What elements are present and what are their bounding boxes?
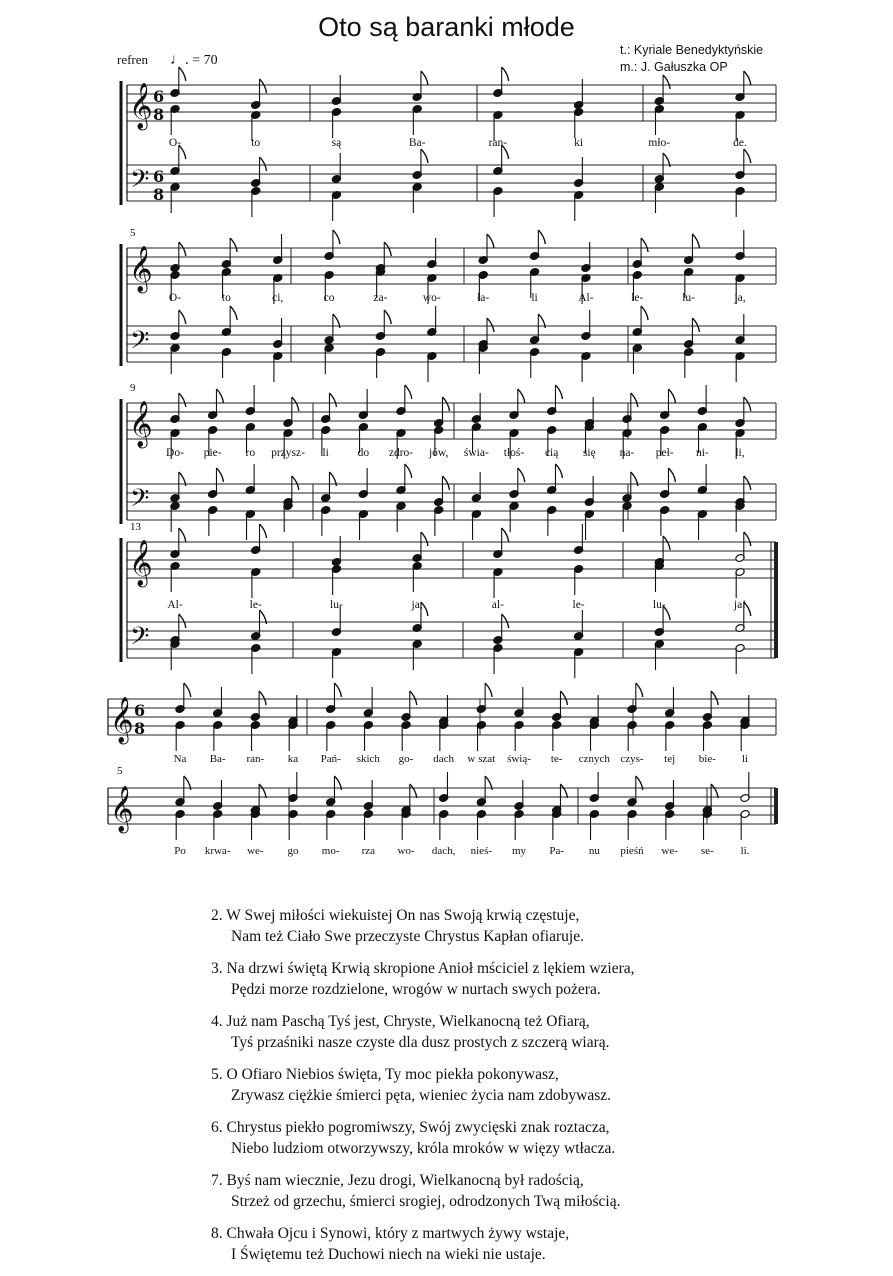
time-signature-bottom: 8 — [134, 719, 146, 738]
lyric-syllable: Al- — [167, 599, 183, 611]
lyric-syllable: na- — [619, 447, 635, 459]
note-flag — [259, 784, 266, 798]
lyric-syllable: wo- — [397, 845, 415, 857]
note-flag — [560, 784, 567, 798]
stanza-line: 8. Chwała Ojcu i Synowi, który z martwych żywy wstaje, — [211, 1225, 570, 1242]
lyric-syllable: do — [357, 447, 370, 459]
bass-clef: 𝄢 — [130, 165, 150, 200]
lyric-syllable: to — [221, 292, 231, 304]
quarter-note-icon: ♩. — [170, 52, 189, 68]
song-title: Oto są baranki młode — [318, 12, 575, 42]
note-flag — [179, 393, 186, 407]
bass-clef: 𝄢 — [130, 622, 150, 657]
lyric-syllable: jów, — [428, 447, 449, 459]
note-flag — [179, 614, 186, 628]
note-flag — [711, 784, 718, 798]
lyric-syllable: peł- — [655, 447, 674, 459]
note-flag — [641, 306, 648, 320]
note-flag — [179, 310, 186, 324]
lyric-syllable: nieś- — [470, 845, 493, 857]
stanza — [211, 905, 771, 947]
note-flag — [487, 234, 494, 248]
note-flag — [744, 476, 751, 490]
note-flag — [260, 157, 267, 171]
time-signature-bottom: 8 — [153, 185, 165, 204]
note-flag — [410, 691, 417, 705]
stanza-line: Niebo ludziom otworzywszy, króla mroków w więzy wtłacza. — [231, 1140, 616, 1157]
note-flag — [333, 230, 340, 244]
lyric-syllable: li — [741, 753, 749, 765]
note-flag — [216, 468, 223, 482]
lyric-syllable: dach — [433, 753, 455, 765]
note-flag — [636, 683, 643, 697]
stanza-list — [211, 905, 771, 1276]
note-flag — [259, 691, 266, 705]
lyric-syllable: świa- — [463, 447, 489, 459]
note-flag — [405, 385, 412, 399]
lyric-syllable: rza — [361, 845, 376, 857]
lyric-syllable: pie- — [203, 447, 222, 459]
lyric-syllable: ja, — [411, 599, 423, 611]
lyric-syllable: ki — [574, 137, 584, 149]
note-flag — [744, 149, 751, 163]
lyric-syllable: zdro- — [388, 447, 414, 459]
stanza-line: 7. Byś nam wiecznie, Jezu drogi, Wielkanocną był radością, — [211, 1172, 584, 1189]
lyric-syllable: w szat — [467, 753, 496, 765]
lyric-syllable: li — [322, 447, 329, 459]
lyric-syllable: go- — [398, 753, 414, 765]
lyric-syllable: krwa- — [204, 845, 231, 857]
lyric-syllable: skich — [356, 753, 380, 765]
lyric-syllable: Pa- — [549, 845, 565, 857]
lyric-syllable: cznych — [578, 753, 610, 765]
lyric-syllable: za- — [373, 292, 388, 304]
lyric-syllable: nu — [588, 845, 600, 857]
note-flag — [487, 318, 494, 332]
stanza-line: Zrywasz ciężkie śmierci pęta, wieniec życia nam zdobywasz. — [231, 1087, 611, 1104]
note-flag — [442, 397, 449, 411]
stanza — [211, 958, 771, 1000]
lyric-syllable: czys- — [620, 753, 644, 765]
note-flag — [292, 397, 299, 411]
lyric-syllable: we- — [661, 845, 678, 857]
music-credit: m.: J. Gałuszka OP — [620, 60, 728, 74]
note-flag — [260, 524, 267, 538]
note-flag — [641, 238, 648, 252]
lyric-syllable: go — [287, 845, 299, 857]
lyric-syllable: li — [531, 292, 538, 304]
stanza-line: 4. Już nam Paschą Tyś jest, Chryste, Wielkanocną też Ofiarą, — [211, 1013, 590, 1030]
lyric-syllable: pieśń — [620, 845, 644, 857]
note-flag — [502, 614, 509, 628]
note-flag — [405, 464, 412, 478]
note-flag — [334, 683, 341, 697]
note-flag — [410, 784, 417, 798]
stanza-line: Nam też Ciało Swe przeczyste Chrystus Kapłan ofiaruje. — [231, 928, 584, 945]
stanza — [211, 1064, 771, 1106]
note-flag — [184, 683, 191, 697]
lyric-syllable: ran- — [488, 137, 508, 149]
lyric-syllable: ka — [287, 753, 299, 765]
lyric-syllable: dach, — [431, 845, 456, 857]
measure-number: 5 — [117, 765, 123, 777]
lyric-syllable: bie- — [698, 753, 716, 765]
lyric-syllable: al- — [491, 599, 504, 611]
time-signature-bottom: 8 — [153, 105, 165, 124]
note-flag — [384, 242, 391, 256]
note-flag — [663, 75, 670, 89]
lyric-syllable: Ba- — [408, 137, 426, 149]
note-flag — [711, 691, 718, 705]
note-flag — [485, 683, 492, 697]
note-flag — [502, 67, 509, 81]
text-credit: t.: Kyriale Benedyktyńskie — [620, 43, 764, 57]
lyric-syllable: le- — [249, 599, 262, 611]
note-flag — [421, 532, 428, 546]
note-flag — [260, 79, 267, 93]
time-signature-top: 6 — [153, 167, 165, 186]
lyric-syllable: Do- — [166, 447, 184, 459]
note-flag — [668, 389, 675, 403]
note-flag — [179, 528, 186, 542]
bass-clef: 𝄢 — [130, 484, 150, 519]
bass-clef: 𝄢 — [130, 326, 150, 361]
lyric-syllable: ni- — [695, 447, 709, 459]
lyric-syllable: przysz- — [271, 447, 305, 459]
stanza-line: Strzeż od grzechu, śmierci srogiej, odrodzonych Twą miłością. — [231, 1193, 621, 1210]
tempo-value: = 70 — [192, 53, 218, 68]
note-flag — [384, 310, 391, 324]
lyric-syllable: tej — [664, 753, 676, 765]
stanza-line: 6. Chrystus piekło pogromiwszy, Swój zwycięski znak roztacza, — [211, 1119, 610, 1136]
lyric-syllable: co — [323, 292, 335, 304]
stanza — [211, 1170, 771, 1212]
lyric-syllable: li. — [740, 845, 750, 857]
lyric-syllable: li, — [735, 447, 745, 459]
note-flag — [502, 528, 509, 542]
note-flag — [663, 536, 670, 550]
measure-number: 13 — [130, 521, 141, 533]
lyric-syllable: my — [511, 845, 527, 857]
note-flag — [216, 389, 223, 403]
treble-clef: 𝄞 — [110, 786, 134, 832]
lyric-syllable: we- — [247, 845, 264, 857]
lyric-syllable: to — [251, 137, 261, 149]
note-flag — [538, 230, 545, 244]
note-flag — [421, 149, 428, 163]
treble-clef: 𝄞 — [129, 540, 153, 586]
refren-label: refren — [117, 52, 149, 67]
lyric-syllable: mo- — [321, 845, 340, 857]
lyric-syllable: się — [582, 447, 596, 459]
lyric-syllable: ja! — [733, 599, 747, 611]
treble-clef: 𝄞 — [110, 697, 134, 743]
note-flag — [555, 385, 562, 399]
note-flag — [744, 532, 751, 546]
lyric-syllable: Pań- — [320, 753, 341, 765]
lyric-syllable: O- — [168, 292, 182, 304]
note-flag — [555, 464, 562, 478]
stanza-line: Pędzi morze rozdzielone, wrogów w nurtach swych pożera. — [231, 981, 601, 998]
note-flag — [179, 242, 186, 256]
lyric-syllable: ran- — [246, 753, 265, 765]
measure-number: 5 — [130, 227, 136, 239]
lyric-syllable: lu- — [652, 599, 666, 611]
lyric-syllable: lu- — [682, 292, 696, 304]
note-flag — [663, 606, 670, 620]
note-flag — [230, 238, 237, 252]
note-flag — [421, 71, 428, 85]
lyric-syllable: Al- — [578, 292, 594, 304]
note-flag — [692, 318, 699, 332]
lyric-syllable: Ba- — [209, 753, 226, 765]
note-flag — [631, 393, 638, 407]
measure-number: 9 — [130, 382, 136, 394]
lyric-syllable: ci, — [272, 292, 284, 304]
lyric-syllable: le- — [631, 292, 644, 304]
lyric-syllable: te- — [550, 753, 563, 765]
note-flag — [329, 393, 336, 407]
time-signature-top: 6 — [134, 701, 146, 720]
lyric-syllable: se- — [700, 845, 714, 857]
time-signature-top: 6 — [153, 87, 165, 106]
stanza-line: 2. W Swej miłości wiekuistej On nas Swoją krwią częstuje, — [211, 907, 580, 924]
note-flag — [518, 389, 525, 403]
treble-clef: 𝄞 — [129, 246, 153, 292]
note-flag — [744, 71, 751, 85]
lyric-syllable: ja, — [734, 292, 746, 304]
lyric-syllable: są — [331, 137, 342, 149]
stanza — [211, 1011, 771, 1053]
stanza-line: 5. O Ofiaro Niebios święta, Ty moc piekła pokonywasz, — [211, 1066, 559, 1083]
note-flag — [744, 397, 751, 411]
stanza — [211, 1223, 771, 1265]
note-flag — [668, 468, 675, 482]
lyric-syllable: wo- — [422, 292, 441, 304]
treble-clef: 𝄞 — [129, 401, 153, 447]
lyric-syllable: Na — [173, 753, 187, 765]
note-flag — [442, 476, 449, 490]
stanza-line: 3. Na drzwi świętą Krwią skropione Anioł mściciel z lękiem wziera, — [211, 960, 635, 977]
stanza-line: I Świętemu też Duchowi niech na wieki nie ustaje. — [231, 1246, 546, 1263]
note-flag — [292, 476, 299, 490]
note-flag — [179, 145, 186, 159]
stanza-line: Tyś przaśniki nasze czyste dla dusz prostych z szczerą wiarą. — [231, 1034, 610, 1051]
note-flag — [692, 234, 699, 248]
lyric-syllable: de. — [733, 137, 747, 149]
lyric-syllable: świą- — [507, 753, 531, 765]
lyric-syllable: le- — [572, 599, 585, 611]
lyric-syllable: O- — [168, 137, 182, 149]
note-flag — [518, 468, 525, 482]
lyric-syllable: lu- — [330, 599, 343, 611]
lyric-syllable: cią — [544, 447, 559, 459]
note-flag — [179, 67, 186, 81]
treble-clef: 𝄞 — [129, 83, 153, 129]
lyric-syllable: Po — [174, 845, 186, 857]
lyric-syllable: mło- — [648, 137, 671, 149]
note-flag — [230, 306, 237, 320]
note-flag — [560, 691, 567, 705]
lyric-syllable: ro — [245, 447, 256, 459]
stanza — [211, 1117, 771, 1159]
lyric-syllable: tłoś- — [503, 447, 525, 459]
lyric-syllable: ła- — [477, 292, 490, 304]
